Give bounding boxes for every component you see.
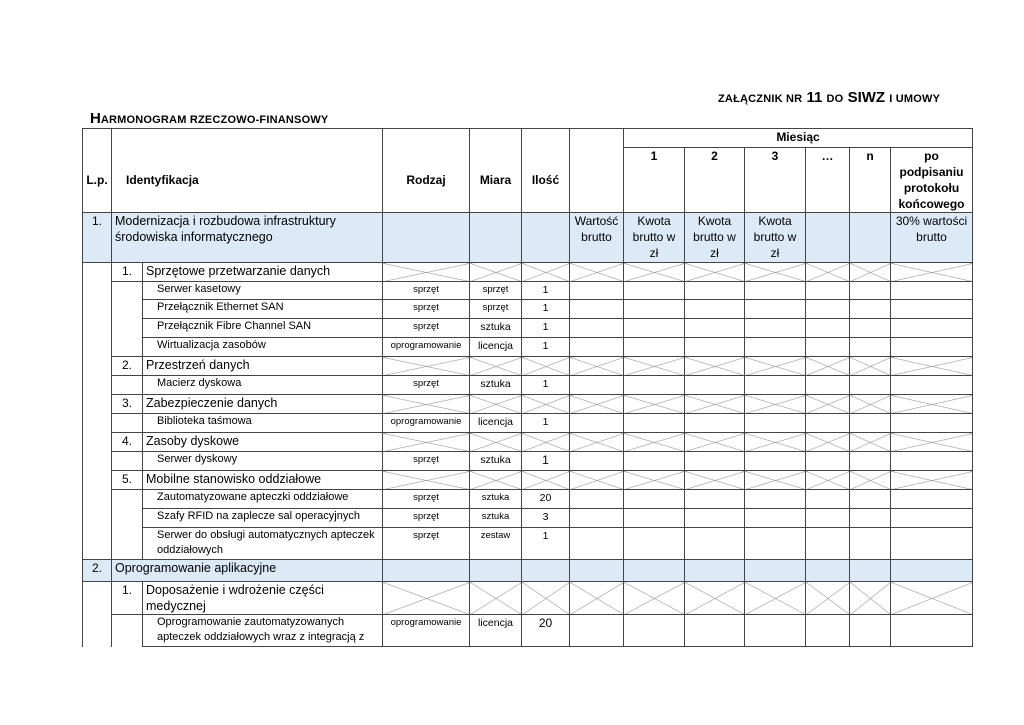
item-type: sprzęt [383, 509, 470, 528]
crossed-cell [850, 357, 891, 376]
item-name: Przełącznik Fibre Channel SAN [143, 319, 383, 338]
item-type: sprzęt [383, 300, 470, 319]
col-month-dots: … [806, 148, 850, 213]
crossed-cell [891, 433, 973, 452]
item-type: sprzęt [383, 376, 470, 395]
crossed-cell [806, 357, 850, 376]
col-rodzaj: Rodzaj [383, 148, 470, 213]
crossed-cell [470, 263, 522, 282]
month-header: Miesiąc [624, 129, 973, 148]
crossed-cell [850, 582, 891, 615]
crossed-cell [745, 395, 806, 414]
item-row [83, 300, 973, 319]
crossed-cell [570, 433, 624, 452]
crossed-cell [470, 395, 522, 414]
item-name: Przełącznik Ethernet SAN [143, 300, 383, 319]
crossed-cell [745, 582, 806, 615]
crossed-cell [570, 471, 624, 490]
group-row [83, 471, 973, 490]
item-measure: zestaw [470, 528, 522, 560]
item-type: oprogramowanie [383, 338, 470, 357]
item-name: Serwer dyskowy [143, 452, 383, 471]
crossed-cell [570, 263, 624, 282]
crossed-cell [685, 471, 745, 490]
annex-label: ZAŁĄCZNIK NR 11 DO SIWZ I UMOWY [718, 89, 941, 106]
crossed-cell [891, 471, 973, 490]
item-row [83, 282, 973, 300]
group-row [83, 582, 973, 615]
crossed-cell [745, 263, 806, 282]
crossed-cell [850, 263, 891, 282]
crossed-cell [383, 582, 470, 615]
item-name: Biblioteka taśmowa [143, 414, 383, 433]
col-identyfikacja: Identyfikacja [112, 148, 383, 213]
item-measure: sztuka [470, 376, 522, 395]
crossed-cell [745, 471, 806, 490]
col-month-1: 1 [624, 148, 685, 213]
col-ilosc: Ilość [522, 148, 570, 213]
crossed-cell [383, 471, 470, 490]
crossed-cell [806, 471, 850, 490]
crossed-cell [891, 395, 973, 414]
group-name: Mobilne stanowisko oddziałowe [143, 471, 383, 490]
item-measure: sprzęt [470, 300, 522, 319]
item-name: Wirtualizacja zasobów [143, 338, 383, 357]
item-type: sprzęt [383, 528, 470, 560]
group-name: Zabezpieczenie danych [143, 395, 383, 414]
crossed-cell [685, 560, 745, 582]
item-quantity: 1 [522, 319, 570, 338]
item-type: sprzęt [383, 282, 470, 300]
item-row [83, 376, 973, 395]
crossed-cell [470, 560, 522, 582]
col-month-3: 3 [745, 148, 806, 213]
crossed-cell [685, 395, 745, 414]
item-quantity: 1 [522, 338, 570, 357]
crossed-cell [891, 582, 973, 615]
crossed-cell [522, 560, 570, 582]
item-name: Zautomatyzowane apteczki oddziałowe [143, 490, 383, 509]
crossed-cell [745, 357, 806, 376]
crossed-cell [806, 263, 850, 282]
crossed-cell [383, 357, 470, 376]
group-name: Zasoby dyskowe [143, 433, 383, 452]
item-quantity: 20 [522, 615, 570, 647]
section-row-2 [83, 560, 973, 582]
item-type: sprzęt [383, 452, 470, 471]
crossed-cell [383, 263, 470, 282]
item-measure: sprzęt [470, 282, 522, 300]
group-name: Doposażenie i wdrożenie części medycznej [143, 582, 383, 615]
item-row [83, 319, 973, 338]
item-type: oprogramowanie [383, 615, 470, 647]
crossed-cell [383, 433, 470, 452]
group-number: 4. [112, 433, 143, 452]
header-row-months [83, 129, 973, 148]
crossed-cell [850, 395, 891, 414]
section-name: Oprogramowanie aplikacyjne [112, 560, 383, 582]
item-row [83, 509, 973, 528]
crossed-cell [891, 263, 973, 282]
crossed-cell [522, 263, 570, 282]
item-row [83, 452, 973, 471]
section-number: 1. [83, 213, 112, 263]
crossed-cell [522, 395, 570, 414]
crossed-cell [850, 471, 891, 490]
item-type: sprzęt [383, 319, 470, 338]
item-quantity: 1 [522, 282, 570, 300]
item-quantity: 1 [522, 452, 570, 471]
item-measure: licencja [470, 615, 522, 647]
col-month-2: 2 [685, 148, 745, 213]
item-type: oprogramowanie [383, 414, 470, 433]
group-number: 1. [112, 582, 143, 615]
group-row [83, 395, 973, 414]
item-row [83, 615, 973, 647]
item-measure: sztuka [470, 490, 522, 509]
value-label: Wartość brutto [570, 213, 624, 263]
item-name: Serwer kasetowy [143, 282, 383, 300]
item-row [83, 338, 973, 357]
crossed-cell [522, 471, 570, 490]
col-final: po podpisaniu protokołu końcowego [891, 148, 973, 213]
item-measure: licencja [470, 414, 522, 433]
crossed-cell [891, 560, 973, 582]
amount-cell: Kwota brutto w zł [685, 213, 745, 263]
group-row [83, 357, 973, 376]
crossed-cell [685, 582, 745, 615]
item-row [83, 528, 973, 560]
group-number: 1. [112, 263, 143, 282]
item-quantity: 3 [522, 509, 570, 528]
item-measure: sztuka [470, 452, 522, 471]
crossed-cell [470, 433, 522, 452]
crossed-cell [624, 395, 685, 414]
item-measure: sztuka [470, 319, 522, 338]
item-quantity: 1 [522, 528, 570, 560]
crossed-cell [624, 582, 685, 615]
amount-cell: Kwota brutto w zł [745, 213, 806, 263]
crossed-cell [383, 560, 470, 582]
group-name: Sprzętowe przetwarzanie danych [143, 263, 383, 282]
crossed-cell [891, 357, 973, 376]
crossed-cell [470, 582, 522, 615]
crossed-cell [570, 395, 624, 414]
item-row [83, 490, 973, 509]
crossed-cell [806, 433, 850, 452]
crossed-cell [806, 582, 850, 615]
item-quantity: 1 [522, 414, 570, 433]
crossed-cell [570, 582, 624, 615]
section-row-1 [83, 213, 973, 263]
crossed-cell [570, 357, 624, 376]
item-name: Szafy RFID na zaplecze sal operacyjnych [143, 509, 383, 528]
document-title: HARMONOGRAM RZECZOWO-FINANSOWY [90, 110, 329, 127]
crossed-cell [624, 560, 685, 582]
crossed-cell [522, 582, 570, 615]
col-lp: L.p. [83, 148, 112, 213]
item-quantity: 1 [522, 300, 570, 319]
item-quantity: 1 [522, 376, 570, 395]
section-number: 2. [83, 560, 112, 582]
col-miara: Miara [470, 148, 522, 213]
crossed-cell [685, 433, 745, 452]
amount-cell: Kwota brutto w zł [624, 213, 685, 263]
col-month-n: n [850, 148, 891, 213]
item-type: sprzęt [383, 490, 470, 509]
crossed-cell [806, 395, 850, 414]
item-name: Macierz dyskowa [143, 376, 383, 395]
item-name: Serwer do obsługi automatycznych apteczek oddziałowych [143, 528, 383, 560]
group-number: 3. [112, 395, 143, 414]
crossed-cell [685, 263, 745, 282]
crossed-cell [522, 357, 570, 376]
crossed-cell [745, 560, 806, 582]
group-row [83, 433, 973, 452]
crossed-cell [624, 357, 685, 376]
crossed-cell [470, 471, 522, 490]
schedule-table [82, 128, 973, 647]
crossed-cell [745, 433, 806, 452]
item-name: Oprogramowanie zautomatyzowanych apteczek oddziałowych wraz z integracją z [143, 615, 383, 647]
crossed-cell [570, 560, 624, 582]
header-row-columns [83, 148, 973, 213]
item-row [83, 414, 973, 433]
group-number: 5. [112, 471, 143, 490]
group-number: 2. [112, 357, 143, 376]
crossed-cell [383, 395, 470, 414]
crossed-cell [806, 560, 850, 582]
crossed-cell [624, 433, 685, 452]
crossed-cell [470, 357, 522, 376]
section-name: Modernizacja i rozbudowa infrastruktury środowiska informatycznego [112, 213, 383, 263]
item-quantity: 20 [522, 490, 570, 509]
group-row [83, 263, 973, 282]
crossed-cell [522, 433, 570, 452]
crossed-cell [850, 560, 891, 582]
crossed-cell [624, 263, 685, 282]
crossed-cell [850, 433, 891, 452]
item-measure: sztuka [470, 509, 522, 528]
item-measure: licencja [470, 338, 522, 357]
crossed-cell [685, 357, 745, 376]
final-amount: 30% wartości brutto [891, 213, 973, 263]
crossed-cell [624, 471, 685, 490]
group-name: Przestrzeń danych [143, 357, 383, 376]
